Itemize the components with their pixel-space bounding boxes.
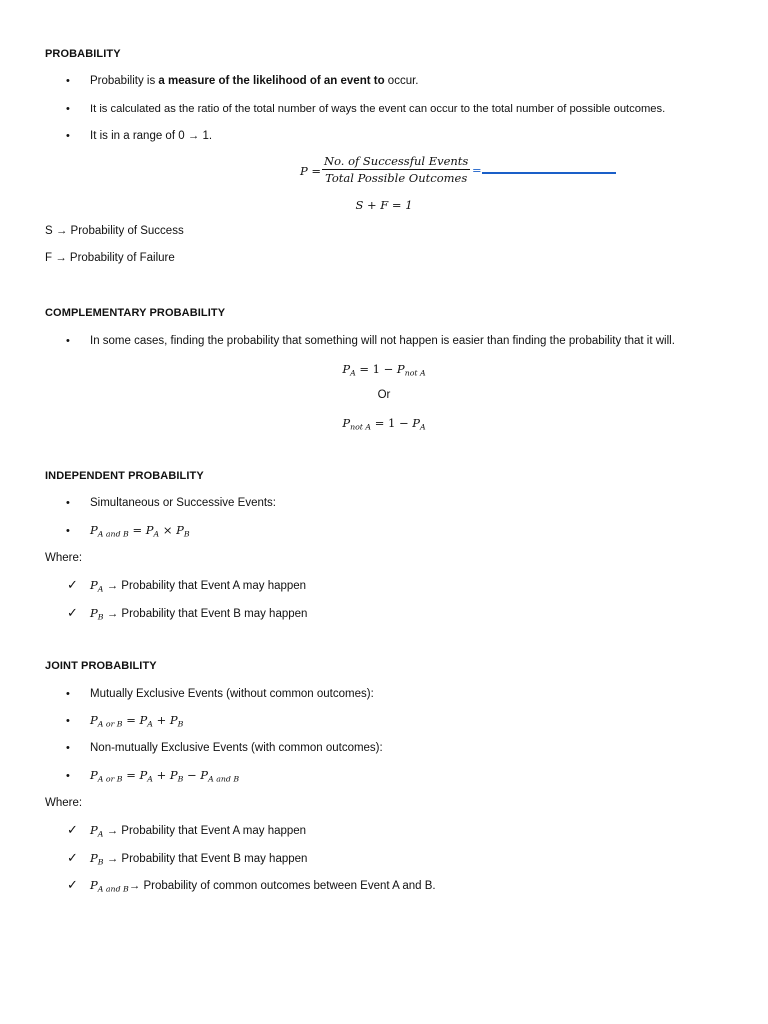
probability-bullet-1 <box>90 75 419 87</box>
bullet-dot: • <box>66 497 70 509</box>
independent-bullet-1: Simultaneous or Successive Events: <box>90 497 277 509</box>
def-text: → Probability of common outcomes between Event A and B. <box>128 880 436 892</box>
bullet-dot: • <box>66 525 70 537</box>
joint-bullet-1: Mutually Exclusive Events (without common outcomes): <box>90 688 374 700</box>
joint-def-b: $P_B$ → Probability that Event B may happen <box>90 851 308 867</box>
independent-heading: INDEPENDENT PROBABILITY <box>45 470 204 482</box>
def-text: → Probability that Event B may happen <box>106 853 308 865</box>
def-text: → Probability that Event A may happen <box>106 825 307 837</box>
formula-non-mutually-exclusive: $P_{A or B} = P_A + P_B - P_{A and B}$ <box>90 768 240 784</box>
joint-heading: JOINT PROBABILITY <box>45 660 157 672</box>
bullet-dot: • <box>66 335 70 347</box>
formula-s-plus-f: S + F = 1 <box>355 198 413 212</box>
formula-equals: = <box>472 163 482 177</box>
checkmark-icon: ✓ <box>67 577 78 592</box>
formula-independent: $P_{A and B} = P_A \times P_B$ <box>90 523 190 539</box>
where-label: Where: <box>45 797 83 809</box>
probability-heading: PROBABILITY <box>45 48 121 60</box>
bullet-dot: • <box>66 103 70 115</box>
probability-bullet-3: It is in a range of 0 → 1. <box>90 130 213 142</box>
independent-def-a: $P_A$ → Probability that Event A may happen <box>90 578 307 594</box>
blank-answer-line <box>482 172 616 174</box>
success-definition: S → Probability of Success <box>45 225 184 237</box>
def-text: → Probability that Event B may happen <box>106 608 308 620</box>
checkmark-icon: ✓ <box>67 605 78 620</box>
fraction-numerator: No. of Successful Events <box>324 154 469 168</box>
bullet-dot: • <box>66 770 70 782</box>
independent-def-b: $P_B$ → Probability that Event B may happen <box>90 606 308 622</box>
complementary-bullet-1: In some cases, finding the probability that something will not happen is easier than finding the probability that it will. <box>90 335 675 347</box>
def-text: → Probability that Event A may happen <box>106 580 307 592</box>
probability-bullet-2: It is calculated as the ratio of the total number of ways the event can occur to the total number of possible outcomes. <box>90 103 666 115</box>
formula-mutually-exclusive: $P_{A or B} = P_A + P_B$ <box>90 713 184 729</box>
checkmark-icon: ✓ <box>67 822 78 837</box>
failure-definition: F → Probability of Failure <box>45 252 175 264</box>
bullet-dot: • <box>66 130 70 142</box>
fraction-denominator: Total Possible Outcomes <box>325 171 468 185</box>
probability-fraction <box>322 154 470 185</box>
bullet-dot: • <box>66 75 70 87</box>
formula-lhs: P = <box>300 164 322 178</box>
formula-complement-1: $P_A = 1 - P_{not A}$ <box>342 362 426 378</box>
bullet-dot: • <box>66 715 70 727</box>
bullet-dot: • <box>66 742 70 754</box>
where-label: Where: <box>45 552 83 564</box>
checkmark-icon: ✓ <box>67 850 78 865</box>
bullet-bold-text: a measure of the likelihood of an event to <box>158 75 385 87</box>
joint-def-a: $P_A$ → Probability that Event A may happen <box>90 823 307 839</box>
joint-bullet-3: Non-mutually Exclusive Events (with common outcomes): <box>90 742 383 754</box>
bullet-dot: • <box>66 688 70 700</box>
bullet-text: occur. <box>384 75 419 87</box>
bullet-text: Probability is <box>90 75 159 87</box>
complementary-heading: COMPLEMENTARY PROBABILITY <box>45 307 226 319</box>
joint-def-ab: $P_{A and B}\to$ Probability of common outcomes between Event A and B. <box>90 878 436 894</box>
or-text: Or <box>377 389 391 401</box>
formula-complement-2: $P_{not A} = 1 - P_A$ <box>342 416 426 432</box>
checkmark-icon: ✓ <box>67 877 78 892</box>
